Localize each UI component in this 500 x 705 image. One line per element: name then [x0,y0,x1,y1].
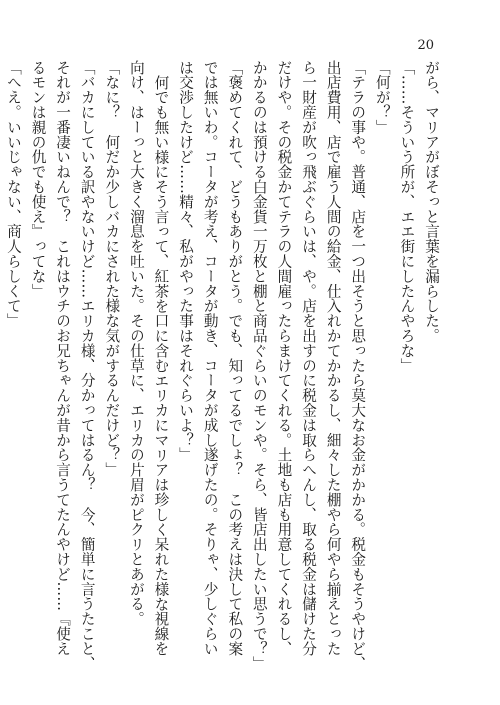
page-number: 20 [417,38,434,53]
text-line: 「なに？ 何だか少しバカにされた様な気がするんだけど？」 [103,60,121,478]
vertical-text-block [4,60,443,671]
text-line: 「バカにしている訳やないけど……エリカ様、分かってはるん？ 今、簡単に言うたこと、 [78,60,96,671]
text-line: では無いわ。コータが考え、コータが動き、コータが成し遂げたの。そりゃ、少しぐらい [201,60,219,656]
text-line: 出店費用、店で雇う人間の給金、仕入れかてかかるし、細々した棚やら何やら揃えとった [324,60,342,656]
text-line: 「褒めてくれて、どうもありがとう。でも、知ってるでしょ？ この考えは決して私の案 [226,60,244,656]
text-line: 「テラの事や。普通、店を一つ出そうと思ったら莫大なお金がかかる。税金もそうやけど、 [349,60,367,671]
text-line: かかるのは預ける白金貨一万枚と棚と商品ぐらいのモンや。そら、皆店出したい思うで？」 [250,60,268,671]
text-line: それが一番凄いねんで？ これはウチのお兄ちゃんが昔から言うてたんやけど……『使え [54,60,72,656]
text-line: ら一財産が吹っ飛ぶぐらいは、や。店を出すのに税金は取らへんし、取る税金は儲けた分 [300,60,318,656]
text-line: だけや。その税金かてテラの人間雇ったらまけてくれる。土地も店も用意してくれるし、 [275,60,293,656]
text-line: がら、マリアがぼそっと言葉を漏らした。 [423,60,440,344]
text-line: 「……そういう所が、エエ街にしたんやろな」 [398,60,416,373]
text-line: は交渉したけど……精々、私がやった事はそれぐらいよ？」 [177,60,195,463]
text-line: 「何が？」 [373,60,391,135]
text-line: るモンは親の仇でも使え』ってな」 [29,60,47,299]
text-line: 「へえ。いいじゃない、商人らしくて」 [4,60,22,329]
text-line: 向け、はーっと大きく溜息を吐いた。その仕草に、エリカの片眉がピクリとあがる。 [127,60,145,627]
text-line: 何でも無い様にそう言って、紅茶を口に含むエリカにマリアは珍しく呆れた様な視線を [152,74,170,656]
